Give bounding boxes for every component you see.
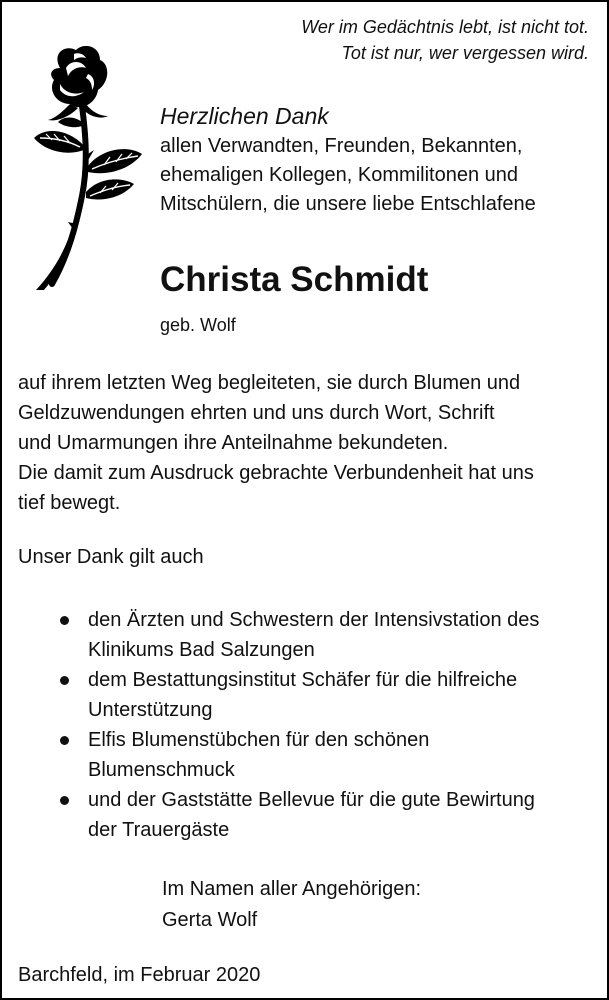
motto-quote bbox=[301, 14, 589, 66]
list-item bbox=[18, 665, 596, 725]
deceased-name: Christa Schmidt bbox=[160, 260, 429, 299]
list-item-line: Unterstützung bbox=[88, 699, 213, 721]
list-item-line: Elfis Blumenstübchen für den schönen bbox=[88, 729, 430, 751]
list-item bbox=[18, 725, 596, 785]
body-line: tief bewegt. bbox=[18, 492, 121, 514]
bullet-icon bbox=[60, 676, 69, 685]
intro-line: allen Verwandten, Freunden, Bekannten, bbox=[160, 135, 523, 157]
list-item bbox=[18, 605, 596, 665]
thanks-heading: Herzlichen Dank bbox=[160, 103, 329, 129]
motto-line-1: Wer im Gedächtnis lebt, ist nicht tot. bbox=[301, 17, 589, 37]
bullet-icon bbox=[60, 616, 69, 625]
intro-line: Mitschülern, die unsere liebe Entschlafene bbox=[160, 193, 536, 215]
signature bbox=[162, 874, 421, 936]
thanks-list bbox=[18, 605, 596, 845]
place-date: Barchfeld, im Februar 2020 bbox=[18, 964, 261, 986]
signature-line-2: Gerta Wolf bbox=[162, 909, 258, 931]
body-line: auf ihrem letzten Weg begleiteten, sie durch Blumen und bbox=[18, 372, 521, 394]
bullet-icon bbox=[60, 736, 69, 745]
list-item-line: Klinikums Bad Salzungen bbox=[88, 639, 315, 661]
thanks-body bbox=[18, 368, 596, 518]
list-item-line: und der Gaststätte Bellevue für die gute Bewirtung bbox=[88, 789, 535, 811]
intro-line: ehemaligen Kollegen, Kommilitonen und bbox=[160, 164, 519, 186]
thanks-intro bbox=[160, 100, 590, 219]
rose-icon bbox=[30, 46, 146, 292]
list-item-line: Blumenschmuck bbox=[88, 759, 235, 781]
body-line: Geldzuwendungen ehrten und uns durch Wort, Schrift bbox=[18, 402, 495, 424]
list-item-line: den Ärzten und Schwestern der Intensivstation des bbox=[88, 609, 540, 631]
body-line: Die damit zum Ausdruck gebrachte Verbundenheit hat uns bbox=[18, 462, 534, 484]
birth-name: geb. Wolf bbox=[160, 315, 236, 335]
list-item-line: der Trauergäste bbox=[88, 819, 230, 841]
signature-line-1: Im Namen aller Angehörigen: bbox=[162, 878, 422, 900]
bullet-icon bbox=[60, 796, 69, 805]
body-line: und Umarmungen ihre Anteilnahme bekundeten. bbox=[18, 432, 449, 454]
thanks-intro-line: Unser Dank gilt auch bbox=[18, 546, 204, 568]
list-item-line: dem Bestattungsinstitut Schäfer für die hilfreiche bbox=[88, 669, 518, 691]
motto-line-2: Tot ist nur, wer vergessen wird. bbox=[341, 43, 589, 63]
list-item bbox=[18, 785, 596, 845]
